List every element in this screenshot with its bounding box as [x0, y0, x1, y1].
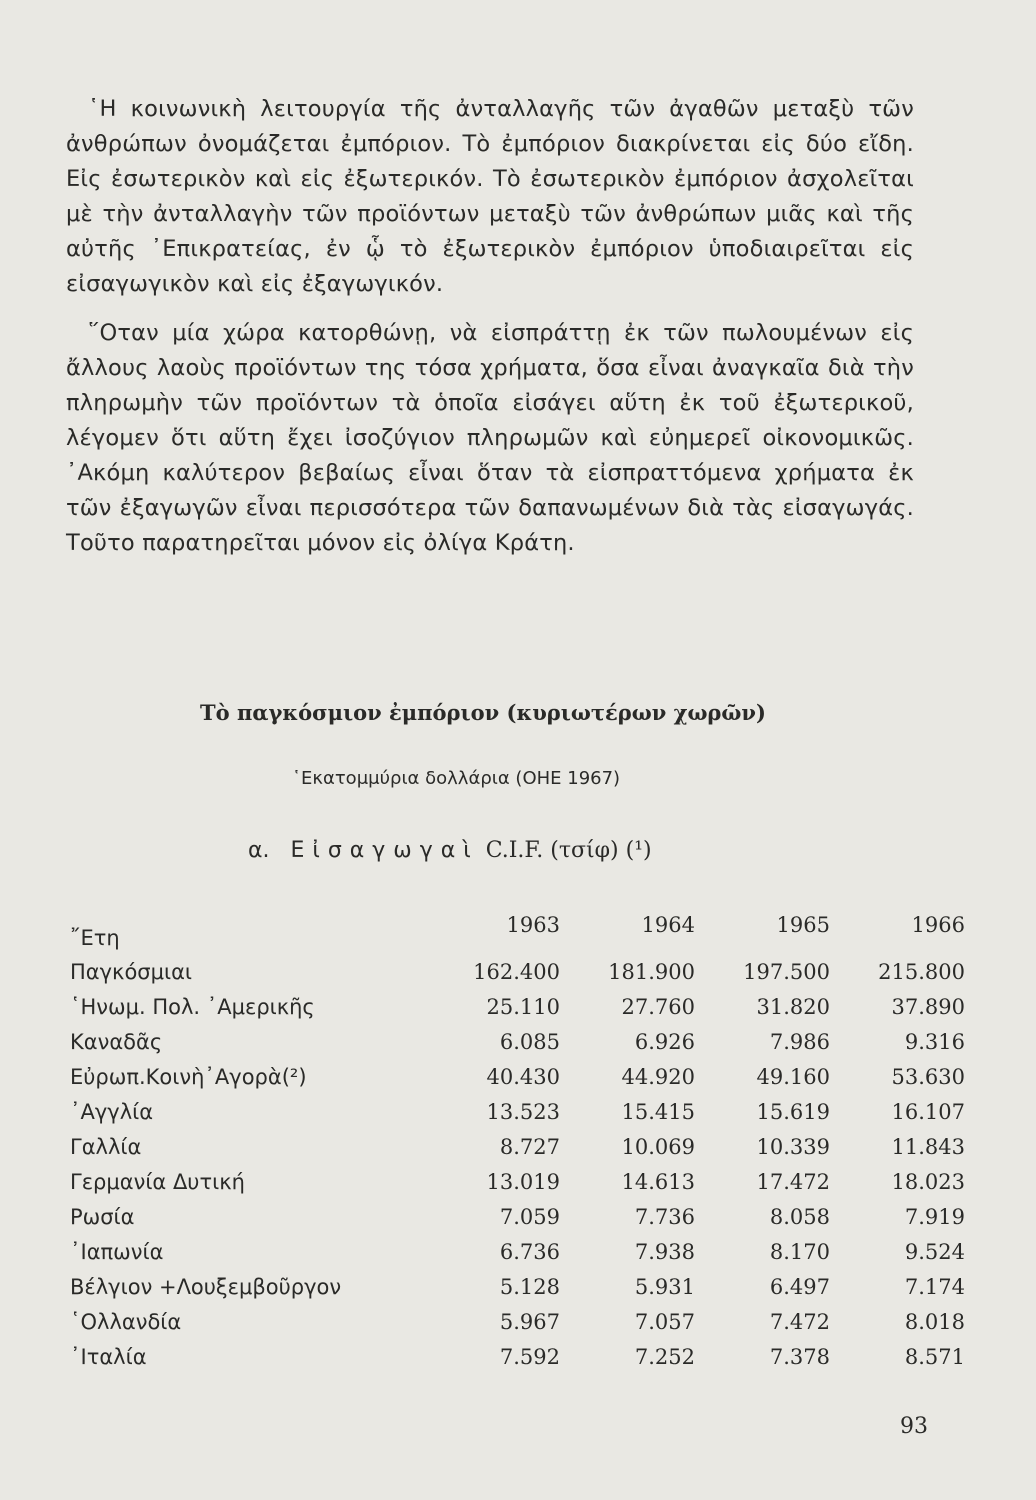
- cell-value: 44.920: [621, 1064, 695, 1089]
- year-header: 1963: [506, 912, 560, 937]
- table-row: [70, 1164, 965, 1199]
- table-row: [70, 1304, 965, 1339]
- cell-value: 162.400: [473, 959, 560, 984]
- cell-value: 6.497: [769, 1274, 830, 1299]
- cell-value: 7.986: [769, 1029, 830, 1054]
- cell-value: 8.727: [499, 1134, 560, 1159]
- table-header-row: [70, 895, 965, 954]
- cell-value: 5.967: [499, 1309, 560, 1334]
- section-word: Εἰσαγωγαὶ: [290, 838, 479, 863]
- cell-value: 7.252: [634, 1344, 695, 1369]
- row-label: Καναδᾶς: [70, 1029, 163, 1054]
- cell-value: 7.736: [634, 1204, 695, 1229]
- cell-value: 11.843: [891, 1134, 965, 1159]
- table-title: Τὸ παγκόσμιον ἐμπόριον (κυριωτέρων χωρῶν): [200, 700, 766, 725]
- row-label: Παγκόσμιαι: [70, 959, 193, 984]
- table-subtitle: ῾Εκατομμύρια δολλάρια (ΟΗΕ 1967): [292, 768, 621, 789]
- row-label: Ρωσία: [70, 1204, 135, 1229]
- cell-value: 6.085: [499, 1029, 560, 1054]
- row-label: ᾽Ιταλία: [70, 1344, 147, 1369]
- cell-value: 181.900: [608, 959, 695, 984]
- row-label: Γερμανία Δυτική: [70, 1169, 245, 1194]
- year-header: 1964: [641, 912, 695, 937]
- cell-value: 10.339: [756, 1134, 830, 1159]
- cell-value: 7.057: [634, 1309, 695, 1334]
- table-row: [70, 1339, 965, 1374]
- table-row: [70, 954, 965, 989]
- cell-value: 37.890: [891, 994, 965, 1019]
- table-row: [70, 1129, 965, 1164]
- paragraph-balance-of-payments: ῞Οταν μία χώρα κατορθώνῃ, νὰ εἰσπράττῃ ἐκ τῶν πωλουμένων εἰς ἄλλους λαοὺς προϊόντων της τόσα χρήματα, ὅσα εἶναι ἀναγκαῖα διὰ τὴν πληρωμὴν τῶν προϊόντων τὰ ὁποῖα εἰσάγει αὕτη ἐκ τοῦ ἐξωτερικοῦ, λέγομεν ὅτι αὕτη ἔχει ἰσοζύγιον πληρωμῶν καὶ εὐημερεῖ οἰκονομικῶς. ᾽Ακόμη καλύτερον βεβαίως εἶναι ὅταν τὰ εἰσπραττόμενα χρήματα ἐκ τῶν ἐξαγωγῶν εἶναι περισσότερα τῶν δαπανωμένων διὰ τὰς εἰσαγωγάς. Τοῦτο παρατηρεῖται μόνον εἰς ὀλίγα Κράτη.: [66, 320, 914, 556]
- cell-value: 16.107: [891, 1099, 965, 1124]
- cell-value: 7.174: [904, 1274, 965, 1299]
- table-row: [70, 1199, 965, 1234]
- cell-value: 15.619: [756, 1099, 830, 1124]
- header-label: ῎Ετη: [70, 926, 120, 950]
- cell-value: 53.630: [891, 1064, 965, 1089]
- row-label: ᾽Ιαπωνία: [70, 1239, 164, 1264]
- table-row: [70, 1059, 965, 1094]
- row-label: Εὐρωπ.Κοινὴ᾽Αγορὰ(²): [70, 1064, 307, 1089]
- table-row: [70, 1234, 965, 1269]
- cell-value: 5.931: [634, 1274, 695, 1299]
- row-label: Βέλγιον +Λουξεμβοῦργον: [70, 1274, 342, 1299]
- cell-value: 7.938: [634, 1239, 695, 1264]
- cell-value: 8.170: [769, 1239, 830, 1264]
- row-label: ῾Ηνωμ. Πολ. ᾽Αμερικῆς: [70, 994, 315, 1019]
- section-suffix: C.I.F. (τσίφ) (¹): [485, 838, 652, 863]
- cell-value: 25.110: [486, 994, 560, 1019]
- page-number: 93: [900, 1414, 928, 1439]
- table-row: [70, 1024, 965, 1059]
- cell-value: 18.023: [891, 1169, 965, 1194]
- year-header: 1965: [776, 912, 830, 937]
- table-row: [70, 1269, 965, 1304]
- table-row: [70, 1094, 965, 1129]
- table-row: [70, 989, 965, 1024]
- cell-value: 49.160: [756, 1064, 830, 1089]
- cell-value: 14.613: [621, 1169, 695, 1194]
- cell-value: 31.820: [756, 994, 830, 1019]
- cell-value: 9.524: [904, 1239, 965, 1264]
- cell-value: 7.919: [904, 1204, 965, 1229]
- row-label: ῾Ολλανδία: [70, 1309, 182, 1334]
- cell-value: 9.316: [904, 1029, 965, 1054]
- cell-value: 27.760: [621, 994, 695, 1019]
- cell-value: 40.430: [486, 1064, 560, 1089]
- cell-value: 6.926: [634, 1029, 695, 1054]
- cell-value: 7.378: [769, 1344, 830, 1369]
- cell-value: 10.069: [621, 1134, 695, 1159]
- cell-value: 7.059: [499, 1204, 560, 1229]
- imports-table: [70, 895, 965, 1374]
- cell-value: 5.128: [499, 1274, 560, 1299]
- cell-value: 8.018: [904, 1309, 965, 1334]
- section-prefix: α.: [248, 838, 270, 863]
- cell-value: 215.800: [878, 959, 965, 984]
- cell-value: 8.571: [904, 1344, 965, 1369]
- cell-value: 13.019: [486, 1169, 560, 1194]
- year-header: 1966: [911, 912, 965, 937]
- row-label: ᾽Αγγλία: [70, 1099, 154, 1124]
- cell-value: 197.500: [743, 959, 830, 984]
- cell-value: 13.523: [486, 1099, 560, 1124]
- section-heading: [248, 838, 652, 863]
- cell-value: 6.736: [499, 1239, 560, 1264]
- paragraph-commerce-definition: ῾Η κοινωνικὴ λειτουργία τῆς ἀνταλλαγῆς τῶν ἀγαθῶν μεταξὺ τῶν ἀνθρώπων ὀνομάζεται ἐμπόριον. Τὸ ἐμπόριον διακρίνεται εἰς δύο εἴδη. Εἰς ἐσωτερικὸν καὶ εἰς ἐξωτερικόν. Τὸ ἐσωτερικὸν ἐμπόριον ἀσχολεῖται μὲ τὴν ἀνταλλαγὴν τῶν προϊόντων μεταξὺ τῶν ἀνθρώπων μιᾶς καὶ τῆς αὐτῆς ᾽Επικρατείας, ἐν ᾧ τὸ ἐξωτερικὸν ἐμπόριον ὑποδιαιρεῖται εἰς εἰσαγωγικὸν καὶ εἰς ἐξαγωγικόν.: [66, 96, 914, 297]
- cell-value: 7.592: [499, 1344, 560, 1369]
- cell-value: 7.472: [769, 1309, 830, 1334]
- row-label: Γαλλία: [70, 1134, 142, 1159]
- cell-value: 8.058: [769, 1204, 830, 1229]
- cell-value: 15.415: [621, 1099, 695, 1124]
- cell-value: 17.472: [756, 1169, 830, 1194]
